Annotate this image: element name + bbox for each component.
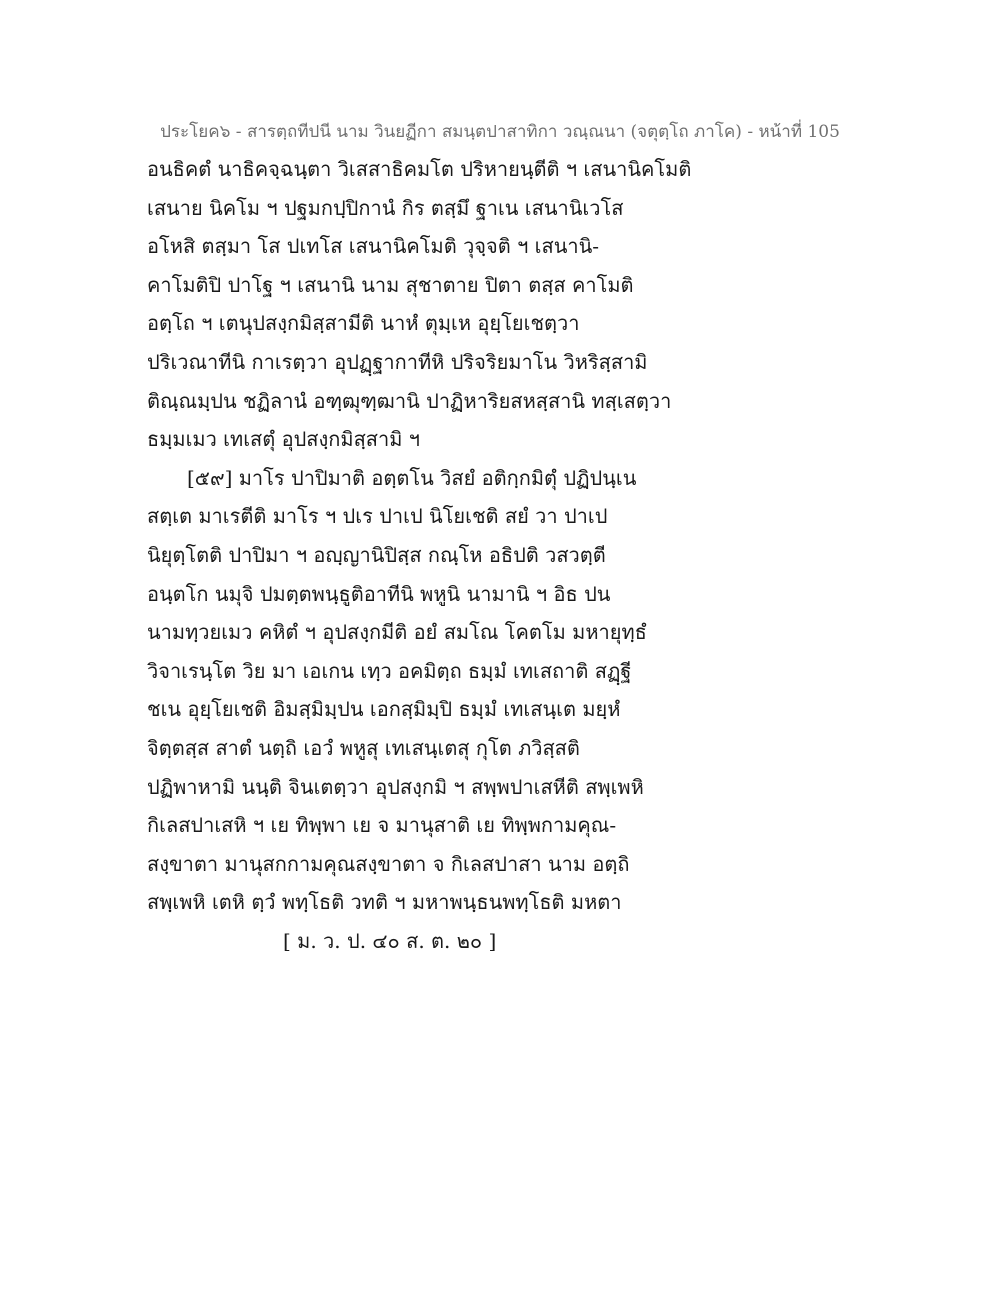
text-line: อตฺโถ ฯ เตนุปสงฺกมิสฺสามีติ นาหํ ตุมฺเห อุยฺโยเชตฺวา xyxy=(147,311,580,336)
text-line: เสนาย นิคโม ฯ ปฐมกปฺปิกานํ กิร ตสฺมึ ฐาเน เสนานิเวโส xyxy=(147,195,624,220)
text-line: สพฺเพหิ เตหิ ตฺวํ พทฺโธติ วทติ ฯ มหาพนฺธนพทฺโธติ มหตา xyxy=(147,890,622,915)
text-line: อนธิคตํ นาธิคจฺฉนฺตา วิเสสาธิคมโต ปริหายนฺตีติ ฯ เสนานิคโมติ xyxy=(147,157,692,181)
text-line: ธมฺมเมว เทเสตุํ อุปสงฺกมิสฺสามิ ฯ xyxy=(147,427,420,452)
text-line: อนฺตโก นมุจิ ปมตฺตพนฺธูติอาทีนิ พหูนิ นามานิ ฯ อิธ ปน xyxy=(147,581,611,606)
citation-reference: [ ม. ว. ป. ๔๐ ส. ต. ๒๐ ] xyxy=(283,928,497,953)
text-line: อโหสิ ตสฺมา โส ปเทโส เสนานิคโมติ วุจฺจติ ฯ เสนานิ- xyxy=(147,234,600,259)
text-line: สงฺขาตา มานุสกกามคุณสงฺขาตา จ กิเลสปาสา นาม อตฺถิ xyxy=(147,851,630,876)
text-line: ปฏิพาหามิ นนฺติ จินเตตฺวา อุปสงฺกมิ ฯ สพฺพปาเสหีติ สพฺเพหิ xyxy=(147,774,644,799)
body-text xyxy=(147,150,692,960)
page-header: ประโยค๖ - สารตฺถทีปนี นาม วินยฏีกา สมนฺตปาสาทิกา วณฺณนา (จตุตฺโถ ภาโค) - หน้าที่ 105 xyxy=(160,122,840,142)
text-line: กิเลสปาเสหิ ฯ เย ทิพฺพา เย จ มานุสาติ เย ทิพฺพกามคุณ- xyxy=(147,813,617,838)
text-line: ติณฺณมฺปน ชฏิลานํ อฑฺฒุฑฺฒานิ ปาฏิหาริยสหสฺสานิ ทสฺเสตฺวา xyxy=(147,388,672,413)
paragraph-start-line: [๕๙] มาโร ปาปิมาติ อตฺตโน วิสยํ อติกฺกมิตุํ ปฏิปนฺเน xyxy=(187,465,637,490)
text-line: วิจาเรนฺโต วิย มา เอเกน เทฺว อคมิตฺถ ธมฺมํ เทเสถาติ สฏฺฐี xyxy=(147,658,632,683)
text-line: นิยุตฺโตติ ปาปิมา ฯ อญฺญานิปิสฺส กณฺโห อธิปติ วสวตฺตี xyxy=(147,542,606,567)
text-line: คาโมติปิ ปาโฐ ฯ เสนานิ นาม สุชาตาย ปิตา ตสฺส คาโมติ xyxy=(147,272,634,297)
text-line: สตฺเต มาเรตีติ มาโร ฯ ปเร ปาเป นิโยเชติ สยํ วา ปาเป xyxy=(147,504,608,529)
text-line: จิตฺตสฺส สาตํ นตฺถิ เอวํ พหูสุ เทเสนฺเตสุ กุโต ภวิสฺสติ xyxy=(147,735,580,760)
text-line: นามทฺวยเมว คหิตํ ฯ อุปสงฺกมีติ อยํ สมโณ โคตโม มหายุทฺธํ xyxy=(147,620,647,645)
text-line: ปริเวณาทีนิ กาเรตฺวา อุปฏฺฐากาทีหิ ปริจริยมาโน วิหริสฺสามิ xyxy=(147,349,648,374)
text-line: ชเน อุยฺโยเชติ อิมสฺมิมฺปน เอกสฺมิมฺปิ ธมฺมํ เทเสนฺเต มยฺหํ xyxy=(147,697,621,722)
